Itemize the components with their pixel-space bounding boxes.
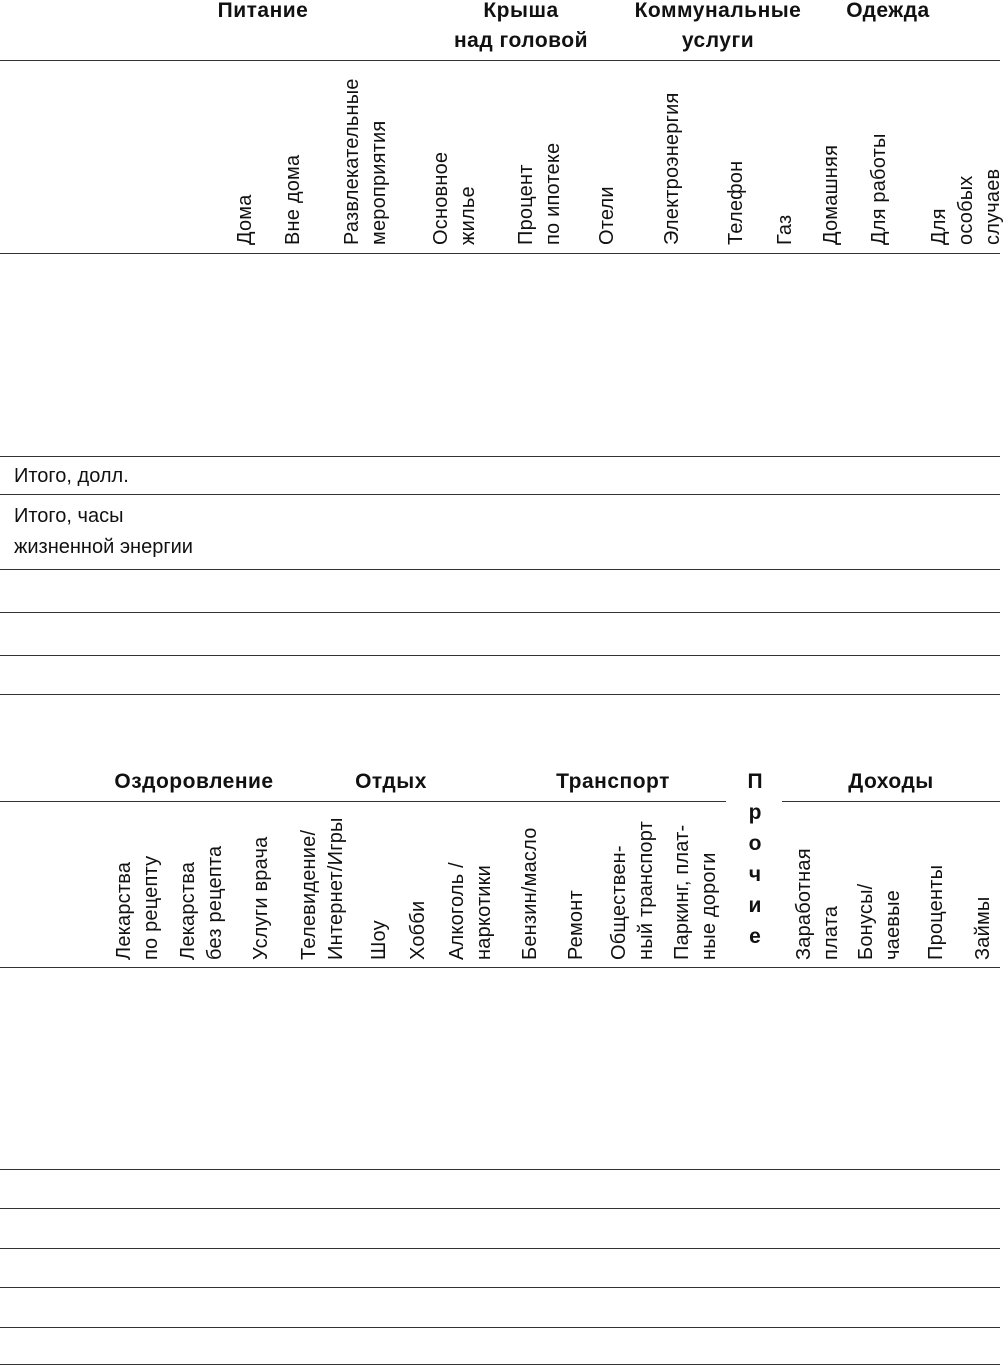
group-header-utilities: Коммунальные услуги (634, 0, 802, 52)
group-header-housing: Крыша над головой (453, 0, 589, 52)
column-header-bonuses-tips: Бонусы/ чаевые (855, 883, 904, 960)
row-separator (0, 1364, 1000, 1365)
column-header-interest: Проценты (925, 864, 947, 960)
row-separator (0, 1248, 1000, 1249)
column-header-alcohol-drugs: Алкоголь / наркотики (446, 862, 495, 960)
row-separator (0, 494, 1000, 495)
row-separator (0, 694, 1000, 695)
group-header-clothing: Одежда (846, 0, 930, 22)
column-header-phone: Телефон (725, 160, 747, 245)
column-header-hobbies: Хобби (407, 900, 429, 960)
column-header-repair: Ремонт (565, 890, 587, 960)
column-header-parking-tolls: Паркинг, плат- ные дороги (671, 824, 720, 960)
group-header-health: Оздоровление (114, 770, 274, 793)
column-header-doctor-services: Услуги врача (250, 836, 272, 960)
column-header-otc-drugs: Лекарства без рецепта (177, 845, 226, 960)
row-separator (0, 1169, 1000, 1170)
group-header-income: Доходы (848, 770, 934, 793)
row-separator (0, 456, 1000, 457)
column-header-hotels: Отели (596, 186, 618, 245)
row-separator (0, 612, 1000, 613)
bottom-header-line-left (0, 801, 726, 802)
row-separator (0, 1208, 1000, 1209)
column-header-main-housing: Основное жилье (430, 151, 479, 245)
row-separator (0, 1287, 1000, 1288)
top-header-line (0, 60, 1000, 61)
row-separator (0, 569, 1000, 570)
row-label-total-life-energy-hours: Итого, часы жизненной энергии (14, 505, 193, 558)
column-header-special-occasions: Для особых случаев (928, 168, 1004, 245)
column-header-work-clothing: Для работы (868, 133, 890, 245)
row-separator (0, 655, 1000, 656)
column-header-shows: Шоу (368, 920, 390, 960)
column-header-other-vertical: П р о ч и е (747, 770, 763, 948)
bottom-columns-line (0, 967, 1000, 968)
column-header-entertainment: Развлекательные мероприятия (341, 78, 390, 245)
column-header-gas: Газ (774, 214, 796, 245)
row-label-total-dollars: Итого, долл. (14, 465, 129, 487)
row-separator (0, 1327, 1000, 1328)
column-header-eating-out: Вне дома (282, 154, 304, 245)
group-header-leisure: Отдых (355, 770, 427, 793)
group-header-transport: Транспорт (556, 770, 670, 793)
column-header-home: Дома (234, 194, 256, 245)
column-header-public-transport: Обществен- ный транспорт (608, 821, 657, 960)
top-columns-line (0, 253, 1000, 254)
column-header-mortgage-interest: Процент по ипотеке (515, 142, 564, 245)
column-header-gasoline-oil: Бензин/масло (519, 827, 541, 960)
column-header-electricity: Электроэнергия (661, 92, 683, 245)
group-header-nutrition: Питание (217, 0, 309, 22)
bottom-header-line-right (782, 801, 1000, 802)
column-header-tv-internet-games: Телевидение/ Интернет/Игры (298, 817, 347, 960)
column-header-salary: Заработная плата (793, 848, 842, 960)
column-header-loans: Займы (972, 896, 994, 960)
column-header-home-clothing: Домашняя (820, 144, 842, 245)
column-header-prescription-drugs: Лекарства по рецепту (113, 855, 162, 960)
